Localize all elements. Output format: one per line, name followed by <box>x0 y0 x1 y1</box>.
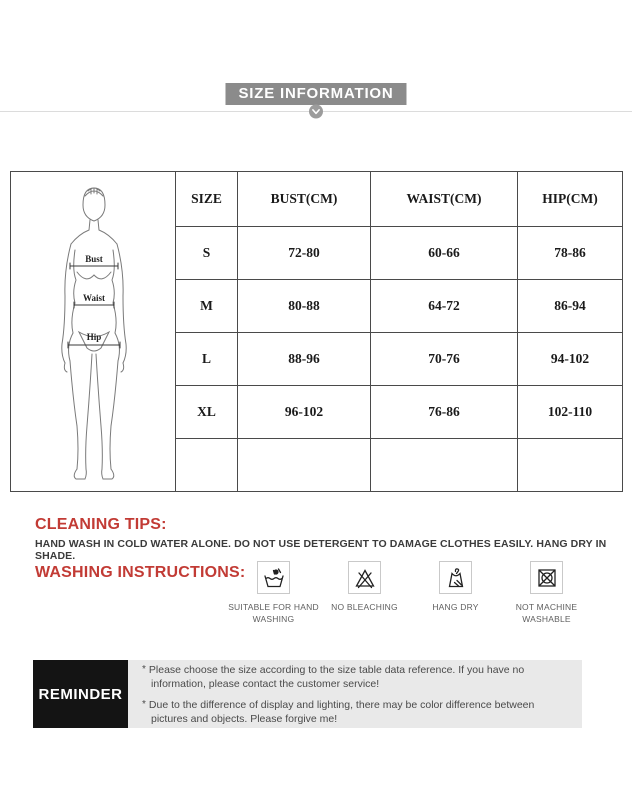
hip-cell: 102-110 <box>518 386 623 439</box>
column-header-bust: BUST(CM) <box>238 172 371 227</box>
empty-cell <box>238 439 371 492</box>
washing-item-label: SUITABLE FOR HAND WASHING <box>228 602 319 624</box>
waist-cell: 60-66 <box>371 227 518 280</box>
size-cell: S <box>176 227 238 280</box>
hand-wash-icon <box>257 561 290 594</box>
size-cell: XL <box>176 386 238 439</box>
bust-cell: 72-80 <box>238 227 371 280</box>
empty-cell <box>176 439 238 492</box>
figure-waist-label: Waist <box>82 292 106 303</box>
washing-instructions-items <box>228 561 592 626</box>
bust-cell: 80-88 <box>238 280 371 333</box>
washing-item-hand-wash <box>228 561 319 626</box>
washing-item-no-bleach <box>319 561 410 626</box>
bullet-star: * <box>142 698 146 710</box>
cleaning-tips-title: CLEANING TIPS: <box>35 516 167 533</box>
waist-cell: 76-86 <box>371 386 518 439</box>
hip-cell: 86-94 <box>518 280 623 333</box>
hang-dry-icon <box>439 561 472 594</box>
size-cell: L <box>176 333 238 386</box>
size-table <box>10 171 623 492</box>
empty-cell <box>518 439 623 492</box>
reminder-title: REMINDER <box>33 660 128 728</box>
figure-bust-label: Bust <box>85 253 103 264</box>
reminder-note-2 <box>142 698 570 726</box>
washing-item-label: NO BLEACHING <box>331 602 398 612</box>
waist-cell: 70-76 <box>371 333 518 386</box>
washing-item-no-machine-wash <box>501 561 592 626</box>
reminder-section <box>33 660 582 728</box>
bust-cell: 88-96 <box>238 333 371 386</box>
hip-cell: 94-102 <box>518 333 623 386</box>
no-bleach-icon <box>348 561 381 594</box>
washing-item-hang-dry <box>410 561 501 626</box>
chevron-down-icon <box>309 104 324 119</box>
size-information-header: SIZE INFORMATION <box>225 83 406 105</box>
column-header-size: SIZE <box>176 172 238 227</box>
figure-hip-label: Hip <box>86 331 102 342</box>
no-machine-wash-icon <box>530 561 563 594</box>
reminder-note-text: Please choose the size according to the size table data reference. If you have no information, please contact the customer service! <box>148 664 525 691</box>
waist-cell: 64-72 <box>371 280 518 333</box>
hip-cell: 78-86 <box>518 227 623 280</box>
washing-item-label: HANG DRY <box>432 602 479 612</box>
column-header-waist: WAIST(CM) <box>371 172 518 227</box>
cleaning-tips-text: HAND WASH IN COLD WATER ALONE. DO NOT USE DETERGENT TO DAMAGE CLOTHES EASILY. HANG DRY IN SHADE. <box>35 538 607 562</box>
reminder-note-text: Due to the difference of display and lighting, there may be color difference between pictures and objects. Please forgive me! <box>148 698 535 725</box>
body-measurement-figure <box>11 172 176 492</box>
reminder-note-1 <box>142 663 570 691</box>
column-header-hip: HIP(CM) <box>518 172 623 227</box>
size-cell: M <box>176 280 238 333</box>
bust-cell: 96-102 <box>238 386 371 439</box>
table-header-row <box>11 172 623 227</box>
empty-cell <box>371 439 518 492</box>
reminder-panel <box>128 660 582 728</box>
bullet-star: * <box>142 664 146 676</box>
washing-item-label: NOT MACHINE WASHABLE <box>515 602 578 624</box>
washing-instructions-title: WASHING INSTRUCTIONS: <box>35 564 246 581</box>
